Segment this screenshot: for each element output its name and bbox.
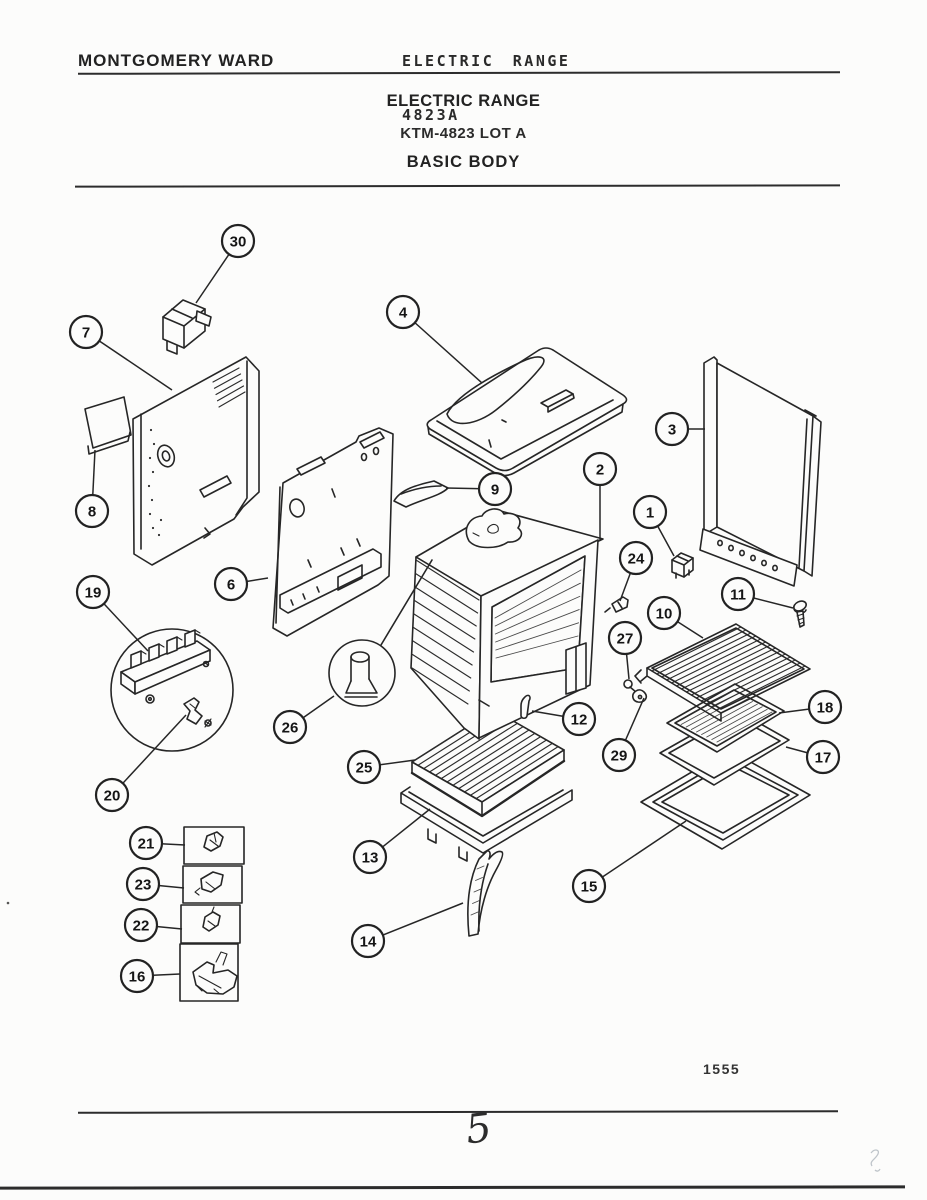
svg-text:27: 27: [616, 630, 634, 648]
svg-text:26: 26: [281, 719, 299, 737]
callout-21: [130, 827, 162, 859]
callout-7: [70, 316, 102, 348]
scan-marks: [7, 902, 880, 1171]
part-rear-panel: [700, 357, 821, 586]
svg-text:22: 22: [132, 917, 150, 935]
typed-title: ELECTRIC RANGE: [402, 52, 571, 70]
svg-text:6: 6: [226, 576, 236, 594]
part-inner-panel: [273, 428, 393, 636]
svg-text:23: 23: [134, 876, 152, 894]
callout-3: [656, 413, 688, 445]
part-switch-block: [672, 553, 693, 578]
detail-circle-standoff: [329, 640, 395, 706]
callout-14: [352, 925, 384, 957]
small-part-boxes: [180, 827, 244, 1001]
svg-text:4: 4: [398, 304, 408, 322]
callout-8: [76, 495, 108, 527]
callout-6: [215, 568, 247, 600]
svg-text:16: 16: [128, 968, 146, 986]
callout-2: [584, 453, 616, 485]
callout-9: [479, 473, 511, 505]
svg-text:9: 9: [490, 481, 500, 499]
part-screw: [792, 599, 808, 627]
svg-text:1: 1: [645, 504, 655, 522]
callout-27: [609, 622, 641, 654]
svg-text:29: 29: [610, 747, 628, 765]
svg-text:12: 12: [570, 711, 588, 729]
callout-leader-15: [589, 821, 686, 886]
part-support-bracket: [394, 481, 448, 507]
svg-text:7: 7: [81, 324, 91, 342]
callout-25: [348, 751, 380, 783]
part-oven-cavity: [381, 509, 603, 739]
svg-text:14: 14: [359, 933, 377, 951]
callout-15: [573, 870, 605, 902]
svg-text:20: 20: [103, 787, 121, 805]
page-title-line1: ELECTRIC RANGE: [386, 92, 541, 110]
callout-4: [387, 296, 419, 328]
callout-16: [121, 960, 153, 992]
sheet-code: 1555: [703, 1061, 741, 1077]
callout-30: [222, 225, 254, 257]
part-top-bracket: [163, 300, 211, 354]
svg-text:18: 18: [816, 699, 834, 717]
callout-24: [620, 542, 652, 574]
callout-26: [274, 711, 306, 743]
callout-11: [722, 578, 754, 610]
svg-text:30: 30: [229, 233, 247, 251]
part-divider-blade: [468, 851, 503, 936]
svg-text:24: 24: [627, 550, 645, 568]
typed-model: 4823A: [402, 106, 460, 124]
svg-text:21: 21: [137, 835, 155, 853]
brand-name: MONTGOMERY WARD: [78, 51, 275, 70]
page-title-line3: BASIC BODY: [406, 153, 521, 171]
part-oven-rack: [635, 624, 810, 721]
svg-text:8: 8: [87, 503, 97, 521]
callout-13: [354, 841, 386, 873]
svg-text:10: 10: [655, 605, 673, 623]
svg-text:17: 17: [814, 749, 832, 767]
callout-22: [125, 909, 157, 941]
terminal-block-detail: [111, 629, 233, 751]
callout-18: [809, 691, 841, 723]
callout-20: [96, 779, 128, 811]
callout-10: [648, 597, 680, 629]
svg-text:19: 19: [84, 584, 102, 602]
callout-17: [807, 741, 839, 773]
part-small-plate: [85, 397, 131, 454]
callout-29: [603, 739, 635, 771]
part-clip-24: [605, 597, 628, 612]
callout-12: [563, 703, 595, 735]
page-title-line2: KTM-4823 LOT A: [400, 125, 527, 142]
svg-text:25: 25: [355, 759, 373, 777]
handwritten-page-number: 5: [463, 1104, 495, 1154]
svg-text:11: 11: [730, 586, 746, 604]
part-side-panel: [133, 357, 259, 565]
svg-text:13: 13: [361, 849, 379, 867]
callout-1: [634, 496, 666, 528]
svg-text:3: 3: [667, 421, 677, 439]
svg-text:2: 2: [595, 461, 605, 479]
callout-19: [77, 576, 109, 608]
callout-23: [127, 868, 159, 900]
svg-text:15: 15: [580, 878, 598, 896]
